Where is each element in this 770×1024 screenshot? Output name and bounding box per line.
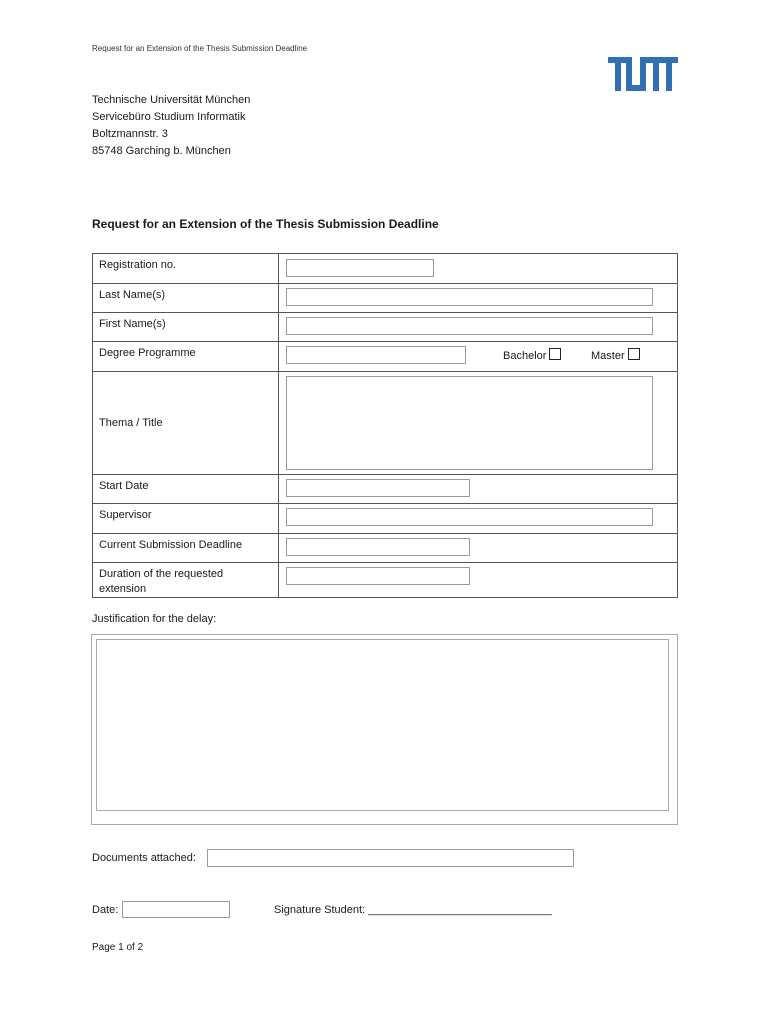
request-form-table: [92, 253, 678, 598]
address-line: 85748 Garching b. München: [92, 145, 231, 157]
documents-label: Documents attached:: [92, 852, 196, 864]
registration-field[interactable]: [286, 259, 434, 277]
title-label: Thema / Title: [93, 372, 279, 475]
documents-field[interactable]: [207, 849, 574, 867]
current-deadline-label: Current Submission Deadline: [93, 534, 279, 563]
supervisor-cell: [279, 504, 678, 534]
current-deadline-cell: [279, 534, 678, 563]
tum-logo: [608, 57, 678, 91]
last-name-cell: [279, 284, 678, 313]
address-line: Technische Universität München: [92, 94, 251, 106]
last-name-field[interactable]: [286, 288, 653, 306]
master-option[interactable]: [591, 348, 640, 362]
start-date-label: Start Date: [93, 475, 279, 504]
signature-line: Signature Student: ______________________________: [274, 904, 552, 916]
registration-cell: [279, 254, 678, 284]
degree-label: Degree Programme: [93, 342, 279, 372]
duration-label-line: extension: [99, 583, 147, 595]
bachelor-label: Bachelor: [503, 350, 547, 362]
registration-label: Registration no.: [93, 254, 279, 284]
first-name-label: First Name(s): [93, 313, 279, 342]
running-header: Request for an Extension of the Thesis Submission Deadline: [92, 44, 308, 53]
last-name-label: Last Name(s): [93, 284, 279, 313]
first-name-field[interactable]: [286, 317, 653, 335]
supervisor-label: Supervisor: [93, 504, 279, 534]
duration-label: [93, 563, 279, 598]
first-name-cell: [279, 313, 678, 342]
duration-cell: [279, 563, 678, 598]
title-field[interactable]: [286, 376, 653, 470]
duration-label-line: Duration of the requested: [99, 568, 224, 580]
current-deadline-field[interactable]: [286, 538, 470, 556]
master-checkbox[interactable]: [628, 348, 640, 360]
bachelor-option[interactable]: [503, 348, 561, 362]
justification-label: Justification for the delay:: [92, 613, 217, 625]
address-line: Boltzmannstr. 3: [92, 128, 168, 140]
form-title: Request for an Extension of the Thesis Submission Deadline: [92, 217, 439, 231]
degree-field[interactable]: [286, 346, 466, 364]
title-cell: [279, 372, 678, 475]
degree-cell: [279, 342, 678, 372]
page-number: Page 1 of 2: [92, 942, 144, 953]
supervisor-field[interactable]: [286, 508, 653, 526]
start-date-cell: [279, 475, 678, 504]
duration-field[interactable]: [286, 567, 470, 585]
justification-field[interactable]: [96, 639, 669, 811]
master-label: Master: [591, 350, 625, 362]
address-block: [92, 92, 250, 160]
address-line: Servicebüro Studium Informatik: [92, 111, 246, 123]
bachelor-checkbox[interactable]: [549, 348, 561, 360]
date-label: Date:: [92, 904, 119, 916]
start-date-field[interactable]: [286, 479, 470, 497]
date-field[interactable]: [122, 901, 230, 918]
